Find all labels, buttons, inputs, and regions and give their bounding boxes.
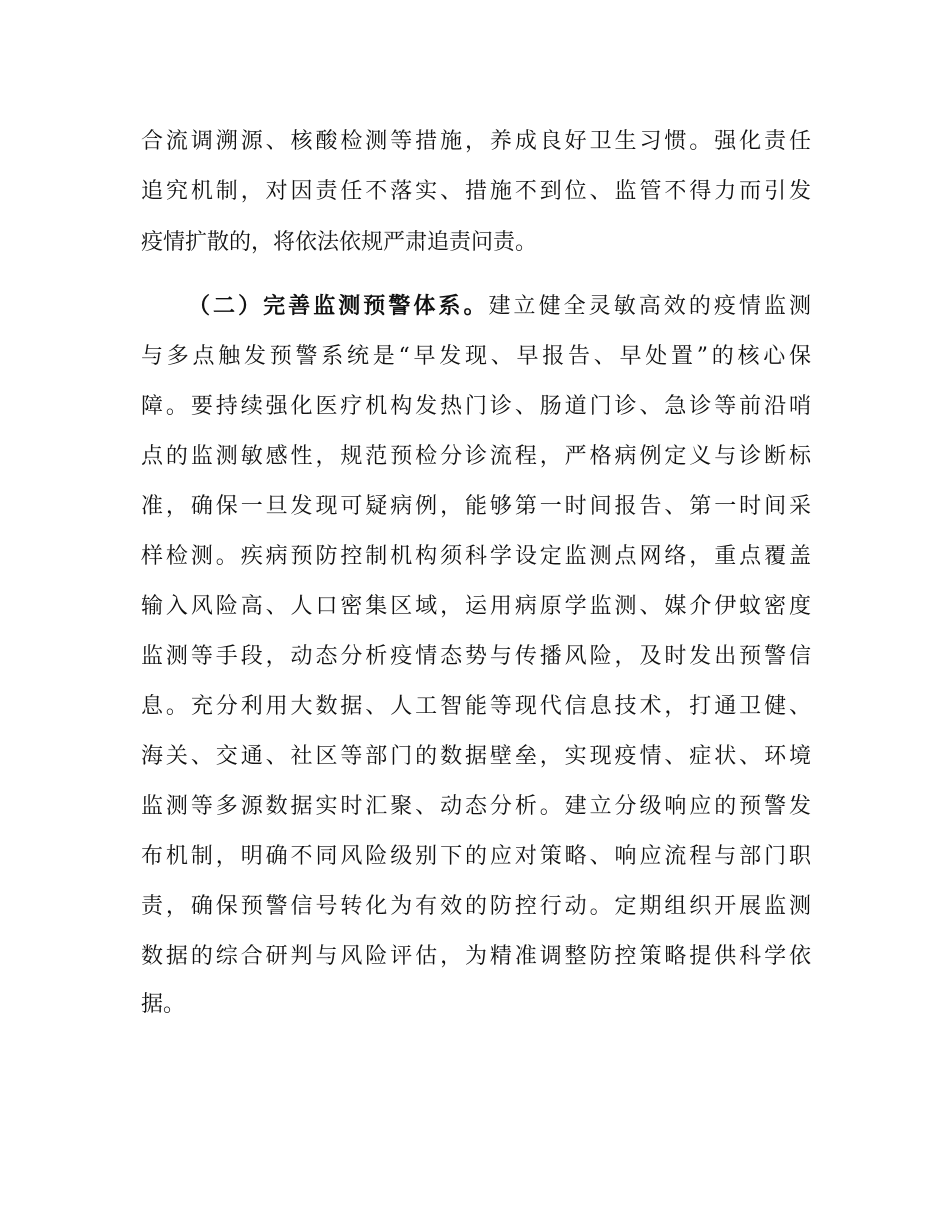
paragraph-2-line-1 xyxy=(188,292,811,322)
paragraph-1-line-2: 追究机制，对因责任不落实、措施不到位、监管不得力而引发 xyxy=(141,179,811,204)
paragraph-1-line-1: 合流调溯源、核酸检测等措施，养成良好卫生习惯。强化责任 xyxy=(141,129,811,154)
paragraph-2-line-3: 障。要持续强化医疗机构发热门诊、肠道门诊、急诊等前沿哨 xyxy=(141,394,811,419)
paragraph-2-line-1-text: 建立健全灵敏高效的疫情监测 xyxy=(488,294,811,319)
paragraph-2-line-8: 监测等手段，动态分析疫情态势与传播风险，及时发出预警信 xyxy=(141,644,811,669)
paragraph-2-line-6: 样检测。疾病预防控制机构须科学设定监测点网络，重点覆盖 xyxy=(141,544,811,569)
paragraph-2-line-9: 息。充分利用大数据、人工智能等现代信息技术，打通卫健、 xyxy=(141,694,811,719)
paragraph-2-line-4: 点的监测敏感性，规范预检分诊流程，严格病例定义与诊断标 xyxy=(141,444,811,469)
paragraph-2-line-10: 海关、交通、社区等部门的数据壁垒，实现疫情、症状、环境 xyxy=(141,744,811,769)
paragraph-2-line-5: 准，确保一旦发现可疑病例，能够第一时间报告、第一时间采 xyxy=(141,494,811,519)
paragraph-2-line-2: 与多点触发预警系统是“早发现、早报告、早处置”的核心保 xyxy=(141,344,811,369)
section-heading: （二）完善监测预警体系。 xyxy=(188,294,489,319)
paragraph-2-line-13: 责，确保预警信号转化为有效的防控行动。定期组织开展监测 xyxy=(141,894,811,919)
paragraph-1-line-3: 疫情扩散的，将依法依规严肃追责问责。 xyxy=(141,230,538,255)
paragraph-2-line-12: 布机制，明确不同风险级别下的应对策略、响应流程与部门职 xyxy=(141,844,811,869)
paragraph-2-line-11: 监测等多源数据实时汇聚、动态分析。建立分级响应的预警发 xyxy=(141,794,811,819)
paragraph-2-line-14: 数据的综合研判与风险评估，为精准调整防控策略提供科学依 xyxy=(141,944,811,969)
paragraph-2-line-7: 输入风险高、人口密集区域，运用病原学监测、媒介伊蚊密度 xyxy=(141,594,811,619)
paragraph-2-line-15: 据。 xyxy=(141,992,186,1017)
